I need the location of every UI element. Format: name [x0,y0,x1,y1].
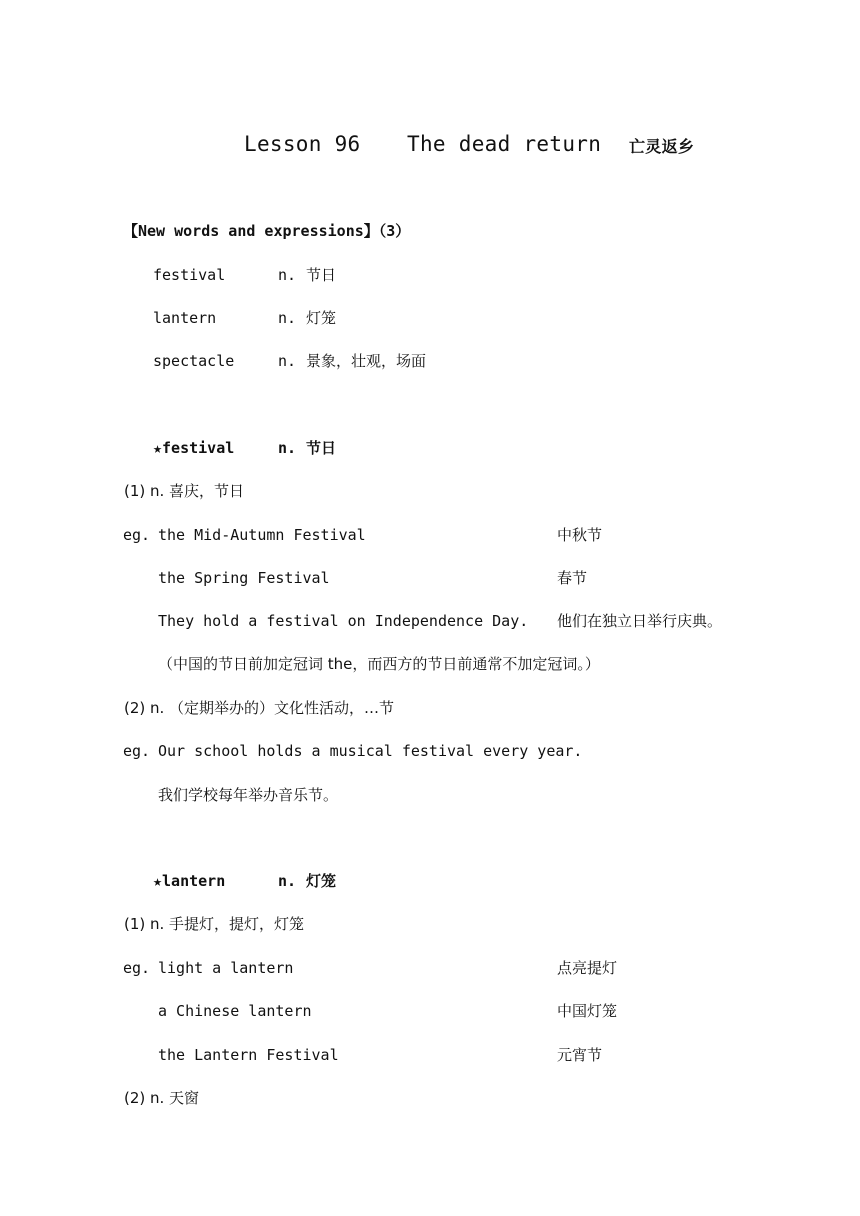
example-cn: 我们学校每年举办音乐节。 [158,786,339,804]
eg-label: eg. [123,959,151,977]
lesson-number: Lesson 96 [244,132,361,156]
vocab-meaning: 灯笼 [306,309,337,327]
usage-note: （中国的节日前加定冠词 the，而西方的节日前通常不加定冠词。） [158,655,600,673]
entry-pos: n. [278,439,297,457]
vocab-word: lantern [153,309,217,327]
example-cn: 他们在独立日举行庆典。 [557,612,723,630]
vocab-word: festival [153,266,226,284]
lesson-title: The dead return [407,132,602,156]
example-cn: 中国灯笼 [557,1002,618,1020]
vocab-pos: n. [278,266,297,284]
vocab-pos: n. [278,309,297,327]
sense-1: (1) n. 喜庆，节日 [124,482,245,500]
example-en: a Chinese lantern [158,1002,312,1020]
entry-headword: ★lantern [153,872,226,890]
sense-2: (2) n. （定期举办的）文化性活动，…节 [124,699,395,717]
example-en: They hold a festival on Independence Day. [158,612,529,630]
vocab-meaning: 节日 [306,266,337,284]
eg-label: eg. [123,526,151,544]
example-cn: 元宵节 [557,1046,603,1064]
example-cn: 点亮提灯 [557,959,618,977]
sense-1: (1) n. 手提灯，提灯，灯笼 [124,915,305,933]
vocab-meaning: 景象，壮观，场面 [306,352,427,370]
vocab-pos: n. [278,352,297,370]
example-en: light a lantern [158,959,294,977]
example-cn: 中秋节 [557,526,603,544]
section-heading-text: 【New words and expressions】（3） [123,222,411,240]
lesson-title-chinese: 亡灵返乡 [629,137,695,156]
example-en: the Lantern Festival [158,1046,339,1064]
eg-label: eg. [123,742,151,760]
example-en: the Spring Festival [158,569,330,587]
section-heading [123,221,410,241]
example-cn: 春节 [557,569,588,587]
example-en: Our school holds a musical festival every year. [158,742,583,760]
sense-2: (2) n. 天窗 [124,1089,200,1107]
vocab-word: spectacle [153,352,235,370]
entry-meaning: 节日 [306,439,337,457]
entry-headword: ★festival [153,439,235,457]
example-en: the Mid-Autumn Festival [158,526,366,544]
entry-meaning: 灯笼 [306,872,337,890]
entry-pos: n. [278,872,297,890]
